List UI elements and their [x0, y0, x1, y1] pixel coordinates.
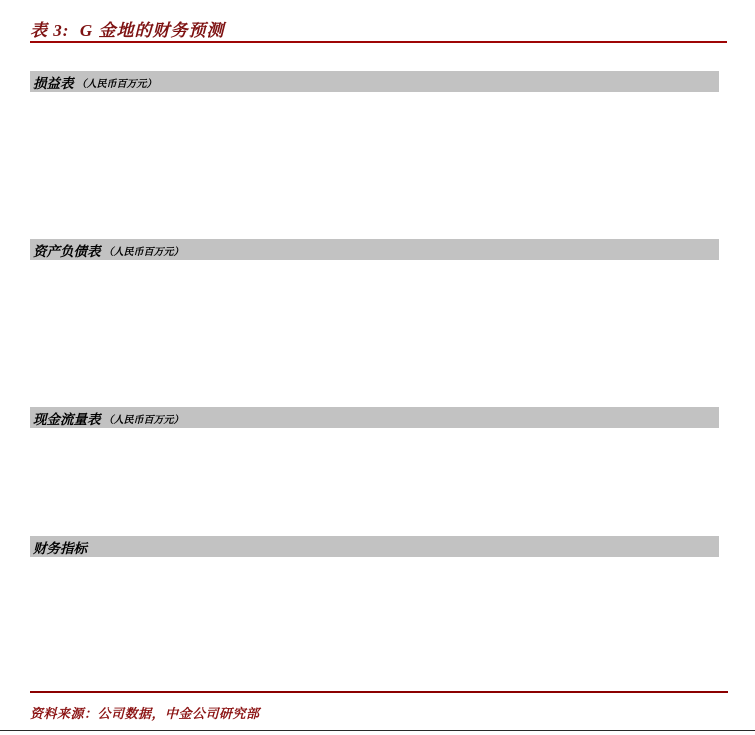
balance-sheet-body-empty	[30, 260, 719, 407]
section-header-income-statement	[30, 71, 719, 92]
income-statement-body-empty	[30, 92, 719, 239]
section-header-balance-sheet	[30, 239, 719, 260]
section-unit: （人民币百万元）	[76, 79, 157, 90]
source-note: 资料来源：公司数据，中金公司研究部	[30, 706, 260, 721]
footer-top-rule	[30, 691, 728, 693]
section-label: 现金流量表	[33, 411, 101, 427]
section-unit: （人民币百万元）	[103, 247, 184, 258]
page-title: 表 3: G 金地的财务预测	[30, 21, 225, 40]
title-underline-rule	[30, 41, 727, 43]
section-label: 资产负债表	[33, 243, 101, 259]
section-header-financial-ratios	[30, 536, 719, 557]
section-header-cash-flow-statement	[30, 407, 719, 428]
section-label: 损益表	[33, 75, 74, 91]
page-bottom-rule	[0, 730, 755, 731]
cash-flow-body-empty	[30, 428, 719, 536]
section-unit: （人民币百万元）	[103, 415, 184, 426]
financial-ratios-body-empty	[30, 557, 719, 690]
section-label: 财务指标	[33, 540, 87, 556]
